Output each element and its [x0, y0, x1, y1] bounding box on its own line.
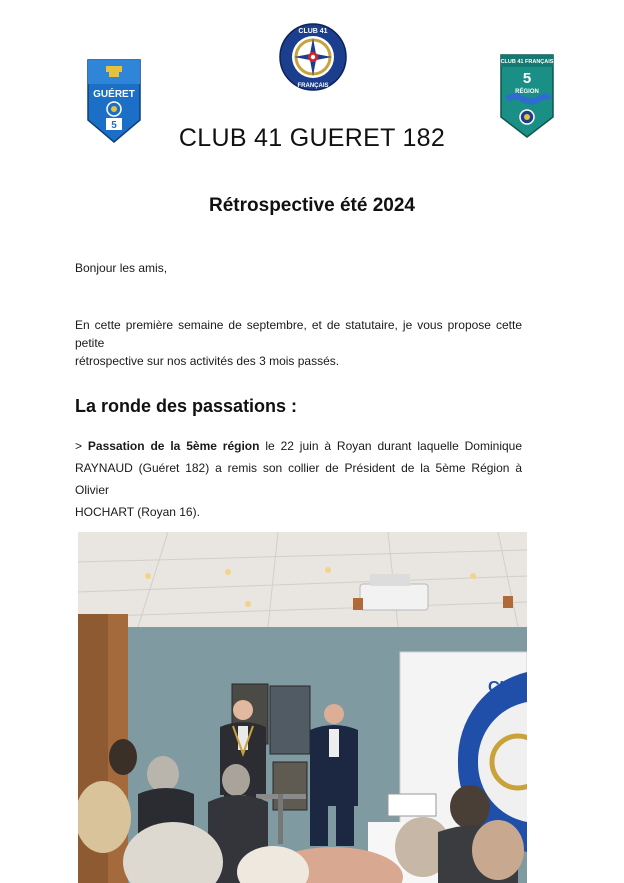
intro-paragraph — [75, 316, 522, 370]
club-title: CLUB 41 GUERET 182 — [178, 124, 446, 152]
passation-bold: Passation de la 5ème région — [87, 439, 260, 453]
banner-text: CL — [488, 679, 510, 696]
region-logo-label: RÉGION — [515, 89, 539, 95]
passation-line-2: RAYNAUD (Guéret 182) a remis son collier de Président de la 5ème Région à Olivier — [75, 461, 522, 497]
club41-emblem-logo — [278, 22, 348, 92]
region-number: 5 — [111, 120, 117, 131]
passation-text-1: le 22 juin à Royan durant laquelle Dominique — [259, 439, 523, 453]
passation-prefix: > — [75, 439, 88, 453]
event-photo — [78, 532, 527, 883]
gueret-label: GUÉRET — [93, 89, 135, 100]
passation-paragraph — [75, 435, 522, 523]
intro-line-1: En cette première semaine de septembre, et de statutaire, je vous propose cette petite — [75, 318, 522, 350]
intro-line-2: rétrospective sur nos activités des 3 mois passés. — [75, 354, 340, 368]
emblem-top-text: CLUB 41 — [298, 28, 328, 35]
region-logo-number: 5 — [522, 70, 532, 87]
emblem-bottom-text: FRANÇAIS — [297, 83, 329, 89]
document-title: Rétrospective été 2024 — [209, 195, 415, 216]
region-logo-title: CLUB 41 FRANÇAIS — [500, 59, 554, 65]
section-heading: La ronde des passations : — [75, 396, 298, 416]
greeting-text: Bonjour les amis, — [75, 261, 168, 275]
passation-line-3: HOCHART (Royan 16). — [75, 505, 200, 519]
